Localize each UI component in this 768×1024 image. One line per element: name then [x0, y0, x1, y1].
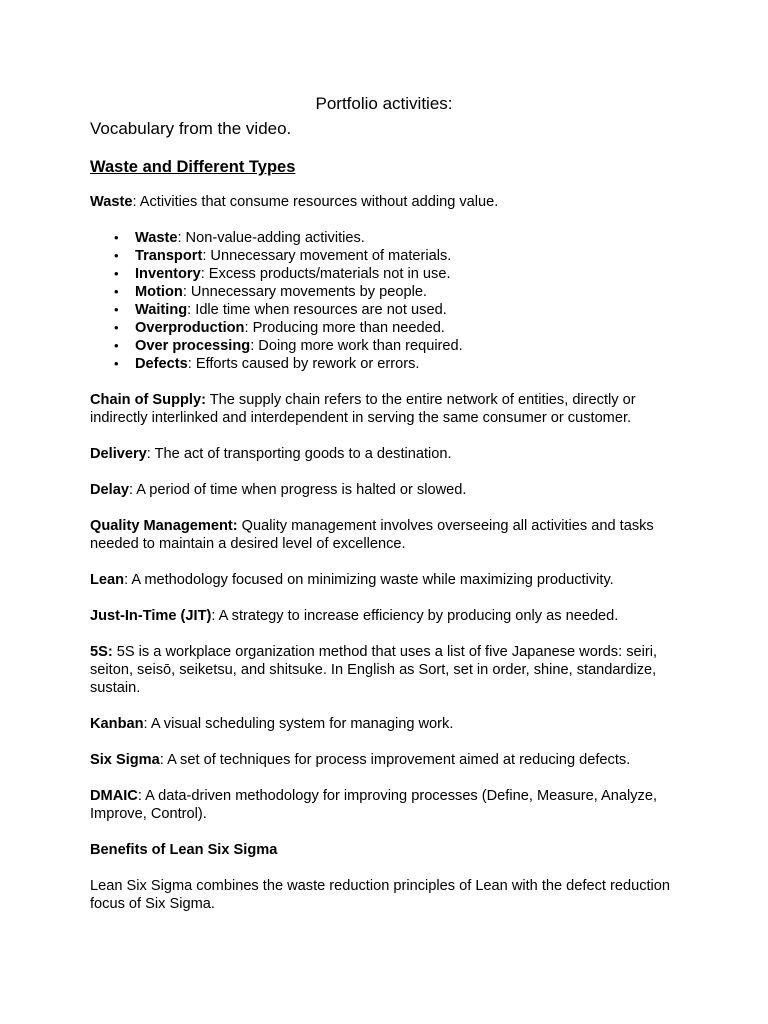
- definition: 5S is a workplace organization method that uses a list of five Japanese words: seiri, seiton, seisō, seiketsu, and shitsuke. In English as Sort, set in order, shine, standardize, sustain.: [90, 644, 658, 696]
- kanban-definition: [90, 715, 690, 733]
- term: Motion: [135, 284, 183, 300]
- bullet-icon: •: [114, 266, 119, 281]
- term: 5S:: [90, 644, 113, 660]
- term: Delivery: [90, 446, 147, 462]
- list-item: [114, 283, 690, 301]
- list-item: [114, 301, 690, 319]
- delivery-definition: [90, 445, 690, 463]
- section-heading: Waste and Different Types: [90, 158, 296, 176]
- definition: : A data-driven methodology for improving processes (Define, Measure, Analyze, Improve, Control).: [90, 788, 657, 822]
- list-item: [114, 229, 690, 247]
- definition: : Doing more work than required.: [250, 338, 463, 354]
- bullet-icon: •: [114, 230, 119, 245]
- bullet-icon: •: [114, 302, 119, 317]
- page-subtitle: Vocabulary from the video.: [90, 119, 292, 138]
- term: Quality Management:: [90, 518, 238, 534]
- bullet-icon: •: [114, 356, 119, 371]
- term: Defects: [135, 356, 188, 372]
- term: Waiting: [135, 302, 188, 318]
- bullet-icon: •: [114, 338, 119, 353]
- term: Six Sigma: [90, 752, 160, 768]
- list-item: [114, 265, 690, 283]
- definition: : Excess products/materials not in use.: [200, 266, 451, 282]
- six-sigma-definition: [90, 751, 690, 769]
- definition: : Activities that consume resources without adding value.: [132, 194, 499, 210]
- definition: : A methodology focused on minimizing waste while maximizing productivity.: [124, 572, 614, 588]
- definition: : A period of time when progress is halted or slowed.: [128, 482, 467, 498]
- definition: : Idle time when resources are not used.: [187, 302, 447, 318]
- dmaic-definition: [90, 787, 690, 823]
- benefits-paragraph: Lean Six Sigma combines the waste reduction principles of Lean with the defect reduction focus of Six Sigma.: [90, 878, 671, 912]
- term: Just-In-Time (JIT): [90, 608, 212, 624]
- definition: : Unnecessary movement of materials.: [202, 248, 452, 264]
- definition: : The act of transporting goods to a destination.: [146, 446, 452, 462]
- lean-definition: [90, 571, 690, 589]
- definition: The supply chain refers to the entire network of entities, directly or indirectly interlinked and interdependent in serving the same consumer or customer.: [90, 392, 636, 426]
- term: Kanban: [90, 716, 144, 732]
- jit-definition: [90, 607, 690, 625]
- definition: : A set of techniques for process improvement aimed at reducing defects.: [159, 752, 631, 768]
- five-s-definition: [90, 643, 690, 697]
- definition: : A visual scheduling system for managing work.: [143, 716, 454, 732]
- waste-definition: [90, 193, 690, 211]
- delay-definition: [90, 481, 690, 499]
- list-item: [114, 337, 690, 355]
- definition: : A strategy to increase efficiency by producing only as needed.: [211, 608, 619, 624]
- list-item: [114, 355, 690, 373]
- list-item: [114, 247, 690, 265]
- definition: : Efforts caused by rework or errors.: [187, 356, 420, 372]
- bullet-icon: •: [114, 320, 119, 335]
- benefits-heading-text: Benefits of Lean Six Sigma: [90, 842, 278, 858]
- bullet-icon: •: [114, 284, 119, 299]
- bullet-icon: •: [114, 248, 119, 263]
- term: Chain of Supply:: [90, 392, 206, 408]
- definition: : Unnecessary movements by people.: [182, 284, 427, 300]
- term: Delay: [90, 482, 129, 498]
- definition: : Non-value-adding activities.: [177, 230, 365, 246]
- term: Inventory: [135, 266, 201, 282]
- chain-of-supply-definition: [90, 391, 690, 427]
- definition: : Producing more than needed.: [244, 320, 445, 336]
- term: Lean: [90, 572, 125, 588]
- list-item: [114, 319, 690, 337]
- quality-management-definition: [90, 517, 690, 553]
- term: Waste: [135, 230, 178, 246]
- term: Over processing: [135, 338, 251, 354]
- term: Overproduction: [135, 320, 245, 336]
- document-body: [90, 157, 690, 931]
- definition: Quality management involves overseeing all activities and tasks needed to maintain a desired level of excellence.: [90, 518, 654, 552]
- benefits-heading: [90, 841, 690, 859]
- waste-types-list: [90, 229, 690, 373]
- term: Transport: [135, 248, 203, 264]
- page-title: Portfolio activities:: [315, 94, 453, 113]
- term: Waste: [90, 194, 133, 210]
- term: DMAIC: [90, 788, 138, 804]
